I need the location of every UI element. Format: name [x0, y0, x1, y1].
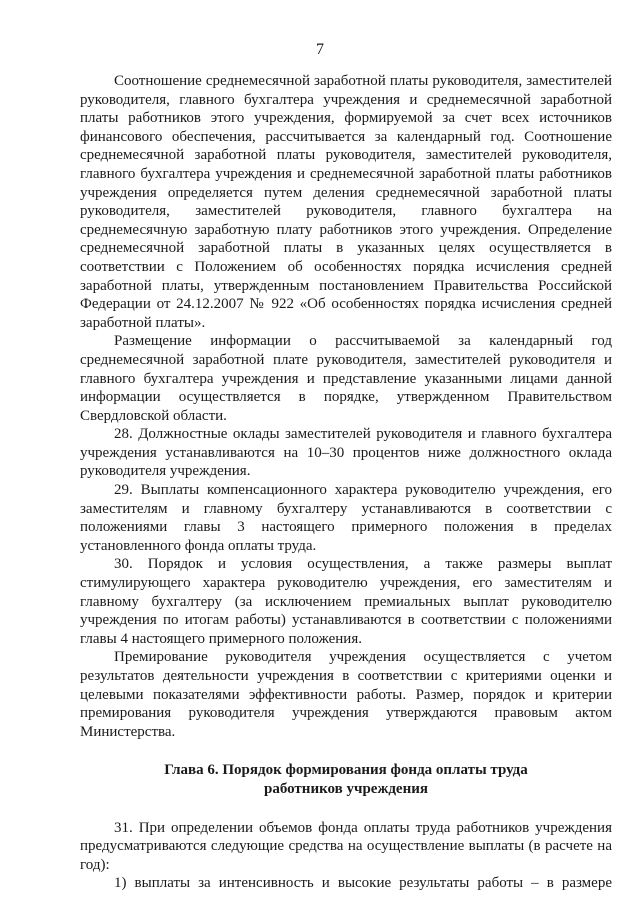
paragraph: 29. Выплаты компенсационного характера руководителю учреждения, его заместителям и главному бухгалтеру устанавливаются в соответствии с положениями главы 3 настоящего примерного положения в пределах установленного фонда оплаты труда.: [80, 482, 612, 554]
document-body: [80, 72, 612, 893]
paragraph: 31. При определении объемов фонда оплаты труда работников учреждения предусматриваются следующие средства на осуществление выплаты (в расчете на год):: [80, 819, 612, 873]
paragraph: Размещение информации о рассчитываемой за календарный год среднемесячной заработной плате руководителя, заместителей руководителя и главного бухгалтера учреждения и представление указанными лицами данной информации осуществляется в порядке, утвержденном Правительством Свердловской области.: [80, 333, 612, 424]
chapter-heading-line: работников учреждения: [263, 780, 428, 797]
chapter-heading-line: Глава 6. Порядок формирования фонда оплаты труда: [164, 762, 528, 779]
paragraph: Премирование руководителя учреждения осуществляется с учетом результатов деятельности учреждения в соответствии с критериями оценки и целевыми показателями эффективности работы. Размер, порядок и критерии премирования руководителя учреждения утверждаются правовым актом Министерства.: [80, 649, 612, 740]
paragraph: 1) выплаты за интенсивность и высокие результаты работы – в размере: [114, 875, 612, 892]
chapter-heading: [80, 761, 612, 798]
paragraph: 30. Порядок и условия осуществления, а также размеры выплат стимулирующего характера руководителю учреждения, его заместителям и главному бухгалтеру (за исключением премиальных выплат руководителю учреждения по итогам работы) устанавливаются в соответствии с положениями главы 4 настоящего примерного положения.: [80, 556, 612, 647]
page-number: 7: [316, 41, 324, 58]
paragraph: Соотношение среднемесячной заработной платы руководителя, заместителей руководителя, главного бухгалтера учреждения и среднемесячной заработной платы работников этого учреждения, формируемой за счет всех источников финансового обеспечения, рассчитывается за календарный год. Соотношение среднемесячной заработной платы руководителя, заместителей руководителя, главного бухгалтера учреждения и среднемесячной заработной платы работников учреждения определяется путем деления среднемесячной заработной платы руководителя, заместителей руководителя, главного бухгалтера на среднемесячную заработную плату работников этого учреждения. Определение среднемесячной заработной платы в указанных целях осуществляется в соответствии с Положением об особенностях порядка исчисления средней заработной платы, утвержденным постановлением Правительства Российской Федерации от 24.12.2007 № 922 «Об особенностях порядка исчисления средней заработной платы».: [80, 73, 612, 331]
paragraph: 28. Должностные оклады заместителей руководителя и главного бухгалтера учреждения устанавливаются на 10–30 процентов ниже должностного оклада руководителя учреждения.: [80, 426, 612, 480]
